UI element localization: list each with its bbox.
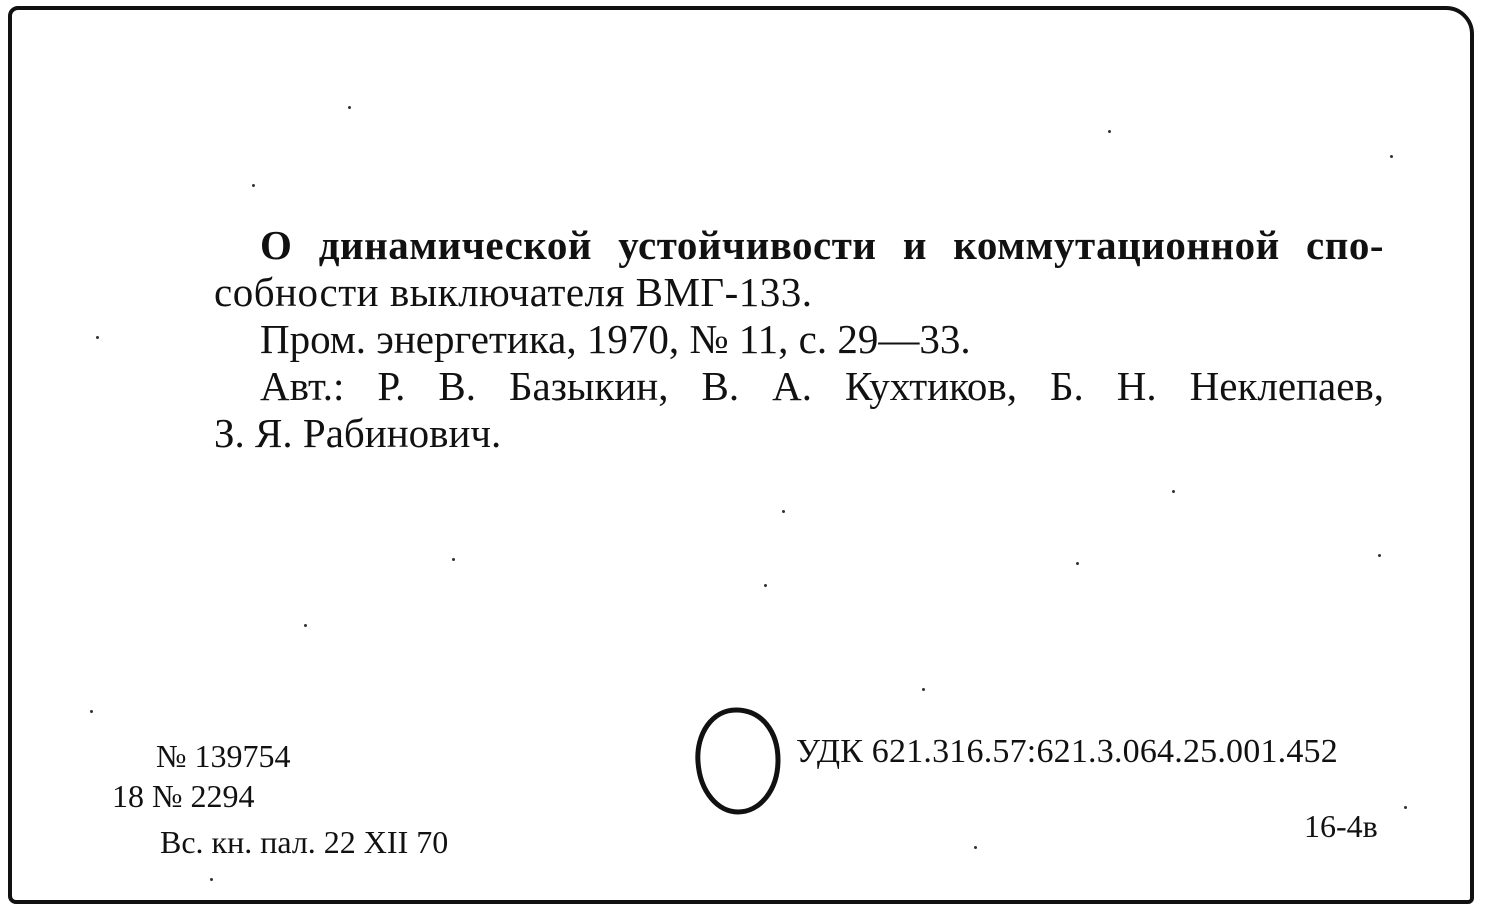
ink-speck [252, 184, 255, 187]
secondary-number-row [112, 776, 448, 816]
card-source: Пром. энергетика, 1970, № 11, с. 29—33. [260, 316, 971, 362]
card-body-text [214, 222, 1384, 457]
ink-speck [452, 558, 455, 561]
ink-speck [348, 106, 351, 109]
ink-speck [90, 710, 93, 713]
ink-speck [210, 878, 213, 881]
accession-number: № 139754 [156, 738, 291, 774]
ink-speck [1076, 562, 1079, 565]
secondary-number: № 2294 [152, 778, 255, 814]
ink-speck [974, 846, 977, 849]
ink-speck [1390, 155, 1393, 158]
ink-speck [304, 624, 307, 627]
ink-speck [96, 336, 99, 339]
card-title-line-1: О динамической устойчивости и коммутационной спо- [260, 222, 1384, 268]
card-title-line-2: собности выключателя ВМГ-133. [214, 269, 813, 315]
ink-speck [1108, 130, 1111, 133]
ink-speck [1404, 806, 1407, 809]
card-authors-line-2: З. Я. Рабинович. [214, 410, 502, 456]
ink-speck [764, 584, 767, 587]
ink-speck [922, 688, 925, 691]
udk-classification: УДК 621.316.57:621.3.064.25.001.452 [796, 733, 1338, 770]
card-code: 16-4в [1304, 808, 1378, 844]
register-line: Вс. кн. пал. 22 XII 70 [160, 824, 449, 860]
card-authors-line-1: Авт.: Р. В. Базыкин, В. А. Кухтиков, Б. Н. Неклепаев, [260, 363, 1384, 409]
card-numbers [112, 736, 448, 862]
ink-speck [782, 510, 785, 513]
ink-speck [1378, 554, 1381, 557]
ink-speck [1172, 490, 1175, 493]
circle-stamp-icon [692, 706, 784, 818]
secondary-number-prefix: 18 [112, 778, 144, 814]
